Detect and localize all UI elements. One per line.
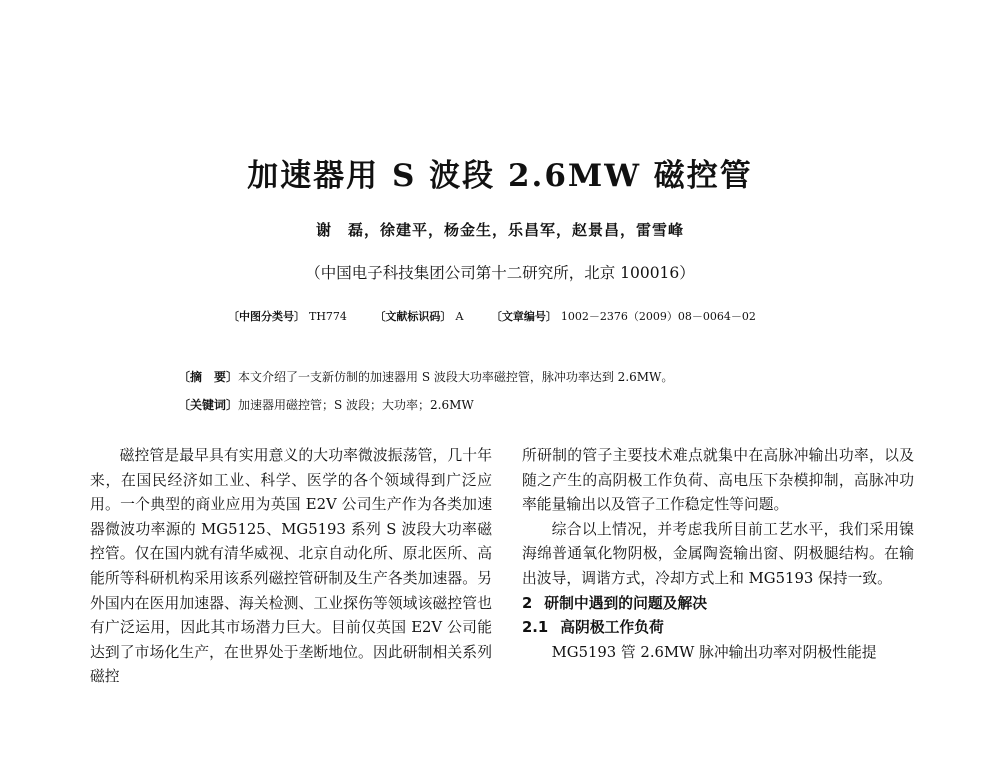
keywords-label: 〔关键词〕 (178, 398, 239, 412)
clc-field (228, 310, 347, 323)
body-paragraph: 磁控管是最早具有实用意义的大功率微波振荡管，几十年来，在国民经济如工业、科学、医学的各个领域得到广泛应用。一个典型的商业应用为英国 E2V 公司生产作为各类加速器微波功率源的 MG5125、MG5193 系列 S 波段大功率磁控管。仅在国内就有清华威视、北京自动化所、原北医所、高能所等科研机构采用该系列磁控管研制及生产各类加速器。另外国内在医用加速器、海关检测、工业探伤等领域该磁控管也有广泛运用，因此其市场潜力巨大。目前仅英国 E2V 公司能达到了市场化生产，在世界处于垄断地位。因此研制相关系列磁控 (90, 447, 492, 686)
body-paragraph: 所研制的管子主要技术难点就集中在高脉冲输出功率，以及随之产生的高阴极工作负荷、高电压下杂模抑制，高脉冲功率能量输出以及管子工作稳定性等问题。 (522, 447, 914, 514)
article-no-field (491, 310, 756, 323)
subsection-heading (522, 616, 914, 641)
section-number: 2 (522, 594, 533, 612)
article-no-label: 〔文章编号〕 (490, 310, 557, 323)
author-list: 谢 磊，徐建平，杨金生，乐昌军，赵景昌，雷雪峰 (315, 221, 684, 239)
keywords (178, 396, 838, 413)
clc-value: TH774 (309, 310, 347, 323)
body-paragraph: 综合以上情况，并考虑我所目前工艺水平，我们采用镍海绵普通氧化物阴极，金属陶瓷输出窗、阴极腿结构。在输出波导，调谐方式，冷却方式上和 MG5193 保持一致。 (522, 520, 914, 587)
keywords-text: 加速器用磁控管；S 波段；大功率；2.6MW (238, 398, 474, 412)
doc-code-field (374, 310, 463, 323)
section-title: 研制中遇到的问题及解决 (544, 594, 708, 612)
clc-label: 〔中图分类号〕 (228, 310, 305, 323)
subsection-title: 高阴极工作负荷 (560, 619, 664, 637)
abstract (178, 368, 838, 385)
subsection-number: 2.1 (522, 619, 549, 637)
doc-code-value: A (455, 310, 464, 323)
paper-title: 加速器用 S 波段 2.6MW 磁控管 (247, 158, 753, 194)
body-column-right (522, 444, 914, 665)
abstract-text: 本文介绍了一支新仿制的加速器用 S 波段大功率磁控管，脉冲功率达到 2.6MW。 (238, 370, 674, 384)
affiliation: （中国电子科技集团公司第十二研究所，北京 100016） (305, 264, 695, 282)
body-column-left (90, 444, 492, 690)
body-paragraph: MG5193 管 2.6MW 脉冲输出功率对阴极性能提 (551, 643, 877, 661)
article-no-value: 1002－2376（2009）08－0064－02 (560, 310, 756, 323)
doc-code-label: 〔文献标识码〕 (374, 310, 452, 323)
abstract-label: 〔摘 要〕 (178, 370, 239, 384)
classification-line (228, 308, 788, 324)
section-heading (522, 592, 914, 617)
